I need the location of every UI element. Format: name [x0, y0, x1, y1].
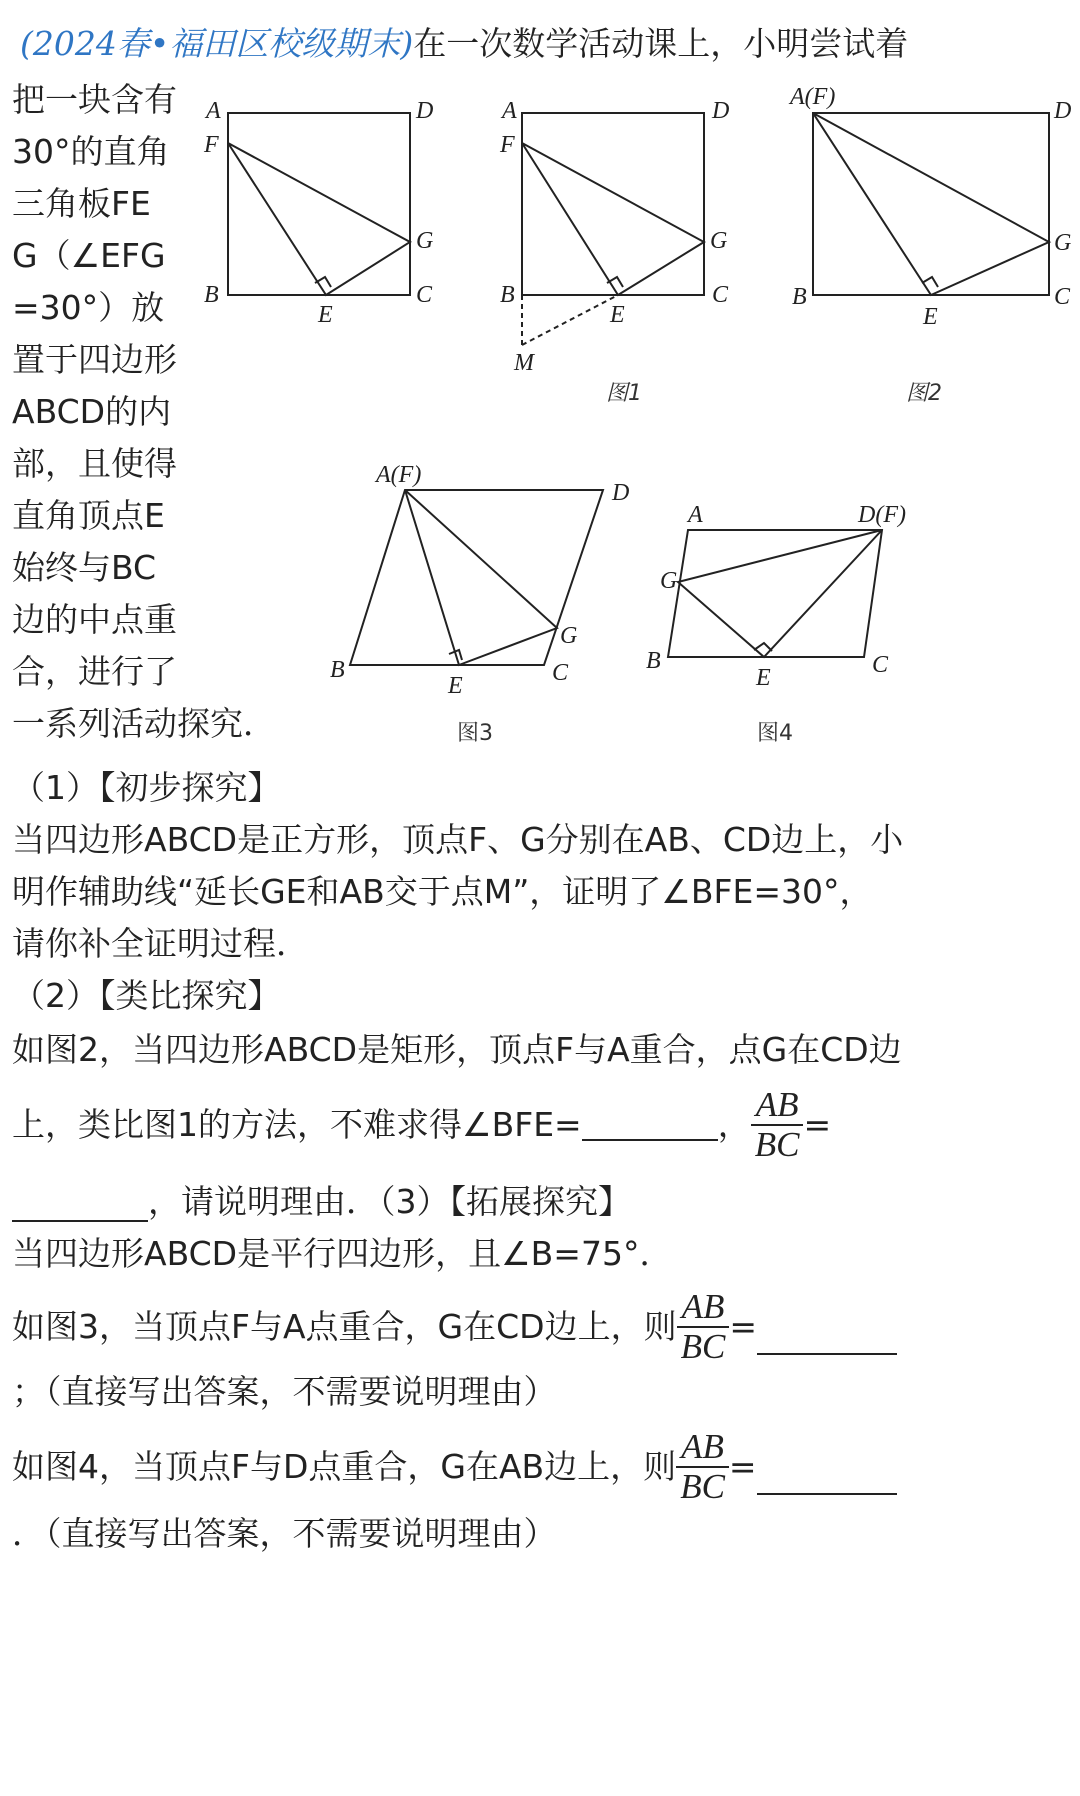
fig2-label-e: E — [923, 304, 938, 330]
left-line: 部，且使得 — [12, 444, 177, 483]
part1-line2: 明作辅助线“延长GE和AB交于点M”，证明了∠BFE=30°， — [12, 872, 873, 911]
figure-0-labels — [203, 98, 433, 328]
fig0-label-d: D — [416, 98, 434, 124]
problem-intro: 在一次数学活动课上，小明尝试着 — [413, 24, 909, 63]
fig0-label-e: E — [318, 302, 333, 328]
left-line: 始终与BC — [12, 548, 157, 587]
fraction-ab-bc — [676, 1428, 729, 1506]
answer-blank-fig3[interactable] — [757, 1323, 897, 1355]
fig0-label-f: F — [204, 132, 219, 158]
fraction-ab-bc — [677, 1288, 730, 1366]
fraction-numerator: AB — [676, 1428, 729, 1468]
fig1-label-c: C — [712, 282, 729, 308]
fig4-caption: 图4 — [757, 721, 793, 746]
part3-fig4-note: ．（直接写出答案，不需要说明理由） — [12, 1514, 557, 1553]
part2-line3 — [12, 1182, 631, 1222]
part3-fig4-question: 如图4，当顶点F与D点重合，G在AB边上，则 — [12, 1447, 677, 1486]
after-column-line: 一系列活动探究． — [12, 704, 276, 743]
figure-4-diagram — [668, 530, 882, 657]
part2-label: （2）【类比探究】 — [12, 976, 281, 1015]
fig3-label-af: A(F) — [376, 462, 422, 488]
part3-fig3-note: ；（直接写出答案，不需要说明理由） — [12, 1372, 557, 1411]
fig0-label-c: C — [416, 282, 433, 308]
figure-3-labels — [330, 462, 629, 699]
fraction-denominator: BC — [754, 1125, 800, 1164]
left-line: 合，进行了 — [12, 652, 177, 691]
fig1-label-d: D — [712, 98, 730, 124]
part3-equals: = — [728, 1447, 757, 1486]
part2-line2 — [12, 1082, 831, 1168]
fig4-label-a: A — [688, 502, 703, 528]
fraction-denominator: BC — [680, 1327, 726, 1366]
left-line: 30°的直角 — [12, 132, 170, 171]
fig2-label-d: D — [1054, 98, 1072, 124]
left-line: G（∠EFG — [12, 236, 166, 275]
fig3-caption-holder — [0, 718, 1080, 758]
fig3-label-c: C — [552, 660, 569, 686]
fig0-label-b: B — [204, 282, 219, 308]
fig1-label-e: E — [610, 302, 625, 328]
fig3-label-e: E — [448, 673, 463, 699]
problem-source: (2024春•福田区校级期末) — [20, 24, 414, 63]
fig1-label-g: G — [710, 228, 728, 254]
fig4-label-b: B — [646, 648, 661, 674]
left-line: 直角顶点E — [12, 496, 165, 535]
fraction-numerator: AB — [751, 1086, 804, 1126]
fig2-label-c: C — [1054, 284, 1071, 310]
fig2-label-af: A(F) — [790, 84, 836, 110]
figures — [0, 0, 1080, 720]
part1-line3: 请你补全证明过程． — [12, 924, 309, 963]
left-line: =30°）放 — [12, 288, 165, 327]
part3-fig4-line — [12, 1424, 897, 1510]
fig1-label-b: B — [500, 282, 515, 308]
fig4-label-c: C — [872, 652, 889, 678]
left-line: 置于四边形 — [12, 340, 177, 379]
fig1-label-a: A — [502, 98, 517, 124]
part2-equals: = — [803, 1105, 832, 1144]
fraction-numerator: AB — [677, 1288, 730, 1328]
fig3-caption: 图3 — [457, 721, 493, 746]
part3-fig3-question: 如图3，当顶点F与A点重合，G在CD边上，则 — [12, 1307, 677, 1346]
figure-0-diagram — [228, 113, 410, 295]
part3-fig3-line — [12, 1284, 897, 1370]
fig3-label-d: D — [612, 480, 630, 506]
left-line: 边的中点重 — [12, 600, 177, 639]
figure-2-labels — [788, 84, 1071, 406]
part2-line2-text: 上，类比图1的方法，不难求得∠BFE= — [12, 1105, 582, 1144]
left-line: ABCD的内 — [12, 392, 172, 431]
part2-line1: 如图2，当四边形ABCD是矩形，顶点F与A重合，点G在CD边 — [12, 1030, 902, 1069]
part2-comma: ， — [717, 1105, 751, 1144]
fig1-label-f: F — [500, 132, 515, 158]
fig2-label-b: B — [792, 284, 807, 310]
fig4-label-e: E — [756, 665, 771, 691]
fig3-label-g: G — [560, 623, 578, 649]
part3-line1: 当四边形ABCD是平行四边形，且∠B=75°． — [12, 1234, 673, 1273]
left-line: 三角板FE — [12, 184, 151, 223]
part1-line1: 当四边形ABCD是正方形，顶点F、G分别在AB、CD边上，小 — [12, 820, 904, 859]
fig2-label-g: G — [1054, 230, 1072, 256]
fig4-label-df: D(F) — [858, 502, 906, 528]
figure-2-diagram — [813, 113, 1049, 295]
fig2-caption: 图2 — [906, 381, 942, 406]
answer-blank-angle[interactable] — [582, 1109, 718, 1141]
answer-blank-fig4[interactable] — [757, 1463, 897, 1495]
fig0-label-g: G — [416, 228, 434, 254]
part3-equals: = — [729, 1307, 757, 1346]
fraction-denominator: BC — [680, 1467, 725, 1506]
part1-label: （1）【初步探究】 — [12, 768, 281, 807]
fig1-caption: 图1 — [606, 381, 642, 406]
left-line: 把一块含有 — [12, 80, 177, 119]
part2-line3-text: ，请说明理由．（3）【拓展探究】 — [148, 1182, 631, 1221]
figure-1-labels — [499, 98, 729, 406]
fig0-label-a: A — [206, 98, 221, 124]
fig4-label-g: G — [660, 568, 678, 594]
fig1-label-m: M — [514, 350, 534, 376]
fig3-label-b: B — [330, 657, 345, 683]
fraction-ab-bc — [751, 1086, 804, 1164]
answer-blank-ratio[interactable] — [12, 1190, 148, 1222]
